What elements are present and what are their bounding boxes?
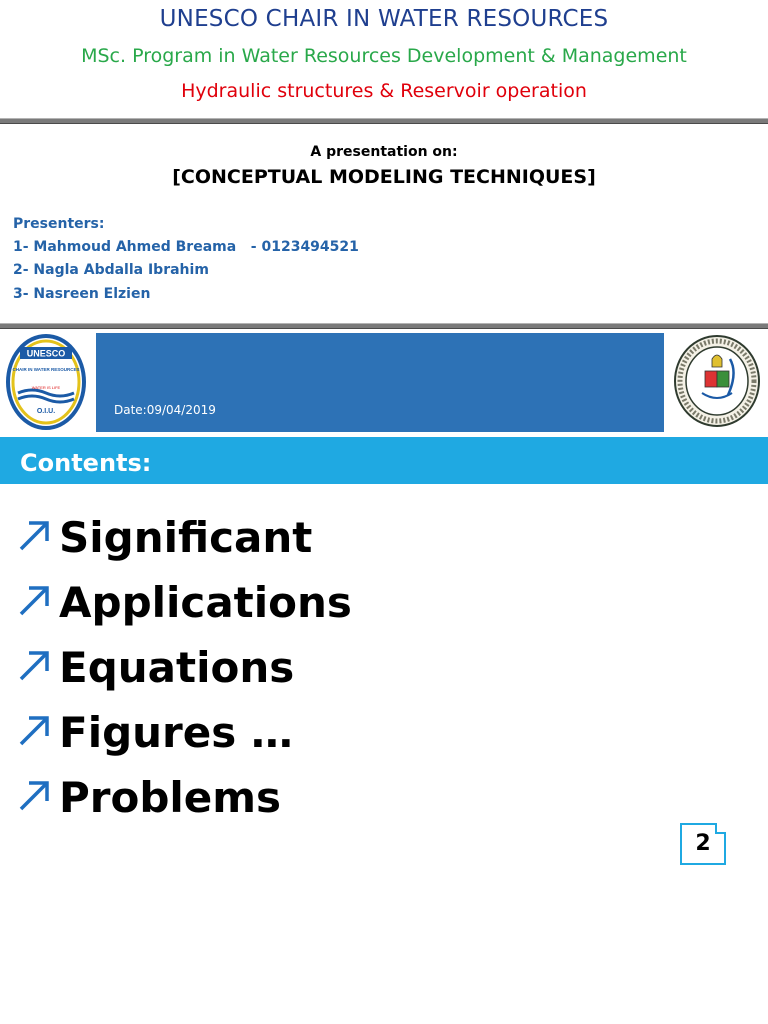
logo-chair-text: CHAIR IN WATER RESOURCES: [12, 367, 80, 372]
contents-heading: Contents:: [20, 449, 152, 477]
contents-item: [15, 573, 352, 633]
contents-item-label: Equations: [59, 643, 295, 692]
contents-item-label: Figures …: [59, 708, 293, 757]
divider-top: [0, 118, 768, 124]
presentation-title: [CONCEPTUAL MODELING TECHNIQUES]: [172, 166, 596, 188]
arrow-up-right-icon: [15, 710, 55, 750]
contents-header-bar: [0, 437, 768, 484]
contents-item-label: Applications: [59, 578, 352, 627]
divider-bottom: [0, 323, 768, 329]
date-banner: [96, 333, 664, 432]
unesco-chair-logo: [6, 333, 86, 431]
presentation-intro: A presentation on:: [310, 144, 458, 160]
university-seal-logo: [672, 333, 762, 429]
arrow-up-right-icon: [15, 515, 55, 555]
slide-title: UNESCO CHAIR IN WATER RESOURCES: [159, 6, 609, 32]
page-number: 2: [695, 831, 711, 856]
arrow-up-right-icon: [15, 580, 55, 620]
logo-tagline: WATER IS LIFE: [31, 385, 61, 390]
contents-item-label: Significant: [59, 513, 313, 562]
logo-unesco-text: UNESCO: [26, 348, 66, 359]
presenter-1: 1- Mahmoud Ahmed Breama - 0123494521: [13, 239, 359, 255]
arrow-up-right-icon: [15, 645, 55, 685]
contents-item-label: Problems: [59, 773, 282, 822]
logo-oiu-text: O.I.U.: [36, 408, 56, 415]
presentation-date: Date:09/04/2019: [114, 403, 216, 417]
presenter-2: 2- Nagla Abdalla Ibrahim: [13, 262, 209, 278]
presenters-label: Presenters:: [13, 216, 105, 232]
contents-item: [15, 768, 281, 828]
contents-item: [15, 508, 312, 568]
page-number-badge: [680, 823, 726, 865]
arrow-up-right-icon: [15, 775, 55, 815]
course-name: Hydraulic structures & Reservoir operation: [181, 80, 587, 102]
contents-item: [15, 638, 294, 698]
program-name: MSc. Program in Water Resources Development & Management: [81, 45, 687, 67]
presenter-3: 3- Nasreen Elzien: [13, 286, 151, 302]
contents-item: [15, 703, 293, 763]
